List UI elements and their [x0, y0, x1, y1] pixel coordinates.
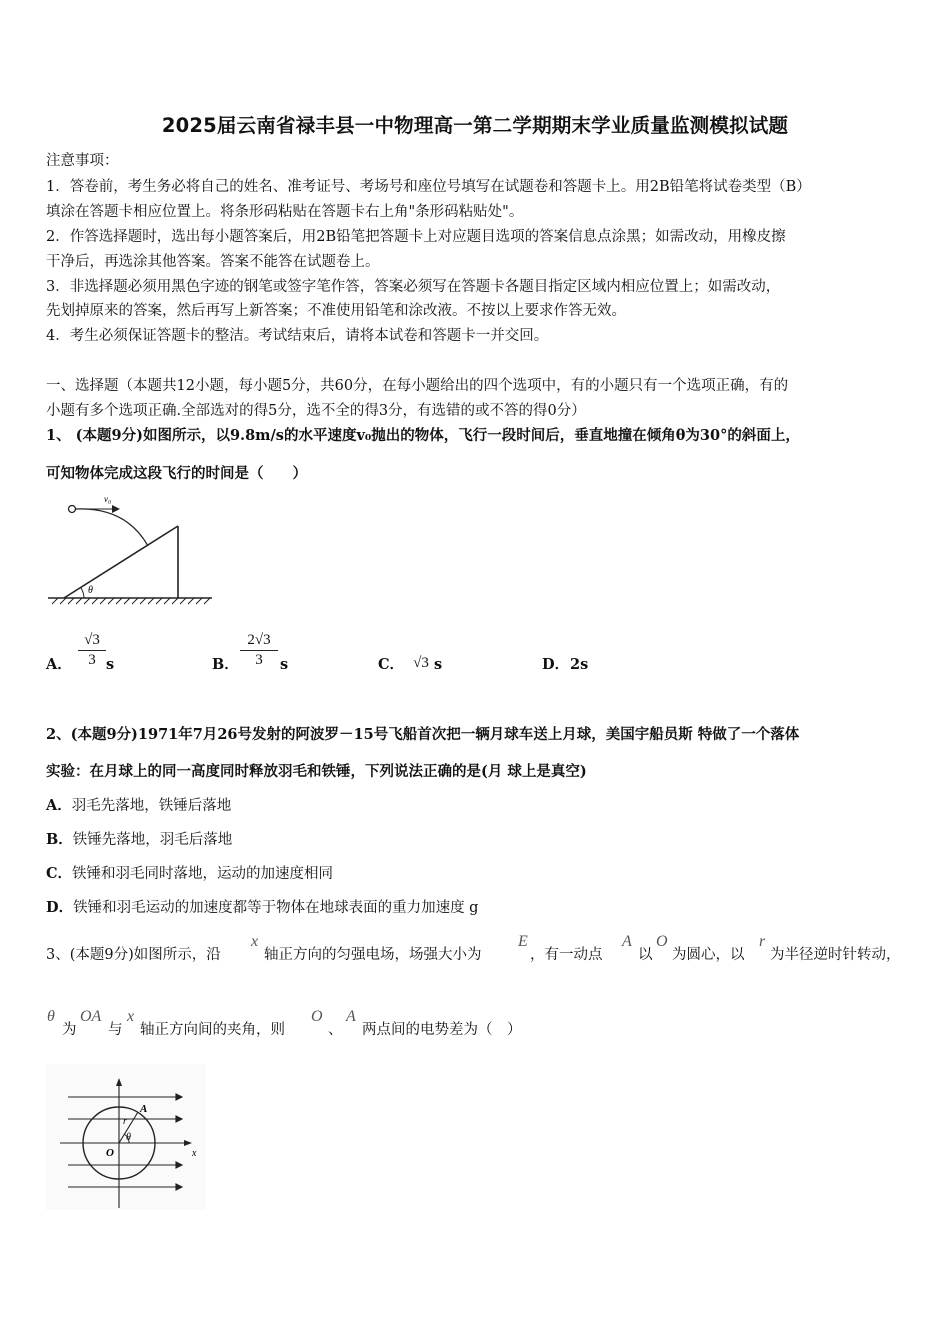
label-x: x [192, 1148, 197, 1159]
q3-part-10: 、 [328, 1022, 343, 1038]
notice-line-2: 填涂在答题卡相应位置上。将条形码粘贴在答题卡右上角"条形码粘贴处"。 [46, 204, 524, 220]
q3-part-6: 为半径逆时针转动， [770, 947, 901, 963]
q3-sym-r: r [759, 933, 766, 950]
q3-sym-a: A [622, 933, 632, 950]
q2-option-d-label: D． [46, 899, 74, 916]
fraction-bar [78, 650, 106, 651]
q3-sym-x-2: x [127, 1008, 135, 1025]
q3-sym-o: O [656, 933, 668, 950]
fraction-bar [240, 650, 278, 651]
velocity-arrow [112, 505, 120, 513]
q2-option-c [46, 865, 916, 883]
q3-sym-theta: θ [47, 1008, 55, 1025]
q3-sym-x: x [251, 933, 259, 950]
trajectory-curve [76, 509, 148, 546]
q2-option-c-text: 铁锤和羽毛同时落地，运动的加速度相同 [72, 866, 334, 882]
page-title: 2025届云南省禄丰县一中物理高一第二学期期末学业质量监测模拟试题 [161, 114, 789, 137]
q3-sym-e: E [518, 933, 528, 950]
q3-sym-o-2: O [311, 1008, 323, 1025]
label-o: O [106, 1147, 114, 1159]
q3-part-2: 轴正方向的匀强电场，场强大小为 [264, 947, 482, 963]
q2-option-c-label: C． [46, 865, 73, 882]
ground-hatch [48, 598, 212, 604]
q1-option-b-den: 3 [255, 652, 263, 668]
notice-line-1: 1．答卷前，考生务必将自己的姓名、准考证号、考场号和座位号填写在试题卷和答题卡上。用2B铅笔将试卷类型（B） [46, 179, 811, 195]
q1-option-a-den: 3 [88, 652, 96, 668]
notice-heading: 注意事项： [46, 153, 119, 169]
q3-sym-a-2: A [346, 1008, 356, 1025]
q1-option-b-unit: s [280, 656, 289, 673]
projectile-ball [69, 506, 76, 513]
section1-line-2: 小题有多个选项正确.全部选对的得5分，选不全的得3分，有选错的或不答的得0分） [46, 403, 586, 419]
q1-line-2: 可知物体完成这段飞行的时间是（ ） [46, 465, 307, 482]
q1-option-a-num: √3 [84, 632, 100, 648]
theta-label: θ [88, 585, 93, 596]
label-a: A [140, 1103, 148, 1115]
q3-part-1: 3、(本题9分)如图所示，沿 [46, 947, 221, 963]
q1-option-c-value: √3 [413, 655, 429, 671]
q3-part-7: 为 [62, 1022, 77, 1038]
q3-part-11: 两点间的电势差为（ ） [362, 1022, 522, 1038]
q2-option-b-label: B． [46, 831, 73, 848]
q1-option-d-label: D． [542, 656, 570, 673]
section1-line-1: 一、选择题（本题共12小题，每小题5分，共60分，在每小题给出的四个选项中，有的小题只有一个选项正确，有的 [46, 378, 789, 394]
q1-option-c-label: C． [378, 656, 405, 673]
q1-line-1: 1、 (本题9分)如图所示，以9.8m/s的水平速度v₀抛出的物体，飞行一段时间后，垂直地撞在倾角θ为30°的斜面上， [46, 427, 800, 444]
q3-part-9: 轴正方向间的夹角，则 [140, 1022, 285, 1038]
q2-option-a [46, 797, 916, 815]
q2-option-b [46, 831, 916, 849]
q1-option-b-label: B． [212, 656, 239, 673]
incline-triangle [64, 526, 178, 598]
q1-option-a-label: A． [46, 656, 72, 673]
q2-line-1: 2、(本题9分)1971年7月26号发射的阿波罗－15号飞船首次把一辆月球车送上月球，美国宇船员斯 特做了一个落体 [46, 726, 800, 743]
q3-part-3: ，有一动点 [530, 947, 603, 963]
q1-option-d-value: 2s [570, 656, 589, 673]
q3-part-8: 与 [108, 1022, 123, 1038]
q1-option-c-unit: s [434, 656, 443, 673]
q2-option-a-text: 羽毛先落地，铁锤后落地 [71, 798, 232, 814]
q1-option-b-num: 2√3 [247, 632, 271, 648]
q3-part-5: 为圆心，以 [672, 947, 745, 963]
q2-option-b-text: 铁锤先落地，羽毛后落地 [72, 832, 233, 848]
q3-field-figure [46, 1064, 206, 1210]
notice-line-5: 3．非选择题必须用黑色字迹的钢笔或签字笔作答，答案必须写在答题卡各题目指定区域内相应位置上；如需改动， [46, 279, 781, 295]
q2-option-a-label: A． [46, 797, 72, 814]
q1-option-a-fraction [78, 632, 106, 669]
notice-line-3: 2．作答选择题时，选出每小题答案后，用2B铅笔把答题卡上对应题目选项的答案信息点涂黑；如需改动，用橡皮擦 [46, 229, 786, 245]
q2-line-2: 实验：在月球上的同一高度同时释放羽毛和铁锤，下列说法正确的是(月 球上是真空) [46, 763, 587, 780]
notice-line-6: 先划掉原来的答案，然后再写上新答案；不准使用铅笔和涂改液。不按以上要求作答无效。 [46, 303, 626, 319]
q1-incline-figure [46, 492, 216, 608]
notice-line-4: 干净后，再选涂其他答案。答案不能答在试题卷上。 [46, 254, 380, 270]
notice-line-7: 4．考生必须保证答题卡的整洁。考试结束后，请将本试卷和答题卡一并交回。 [46, 328, 549, 344]
q1-option-a-unit: s [106, 656, 115, 673]
angle-arc [81, 588, 84, 598]
q3-part-4: 以 [638, 947, 653, 963]
q2-option-d [46, 899, 916, 917]
label-r: r [123, 1116, 127, 1127]
label-theta: θ [126, 1132, 131, 1143]
q1-option-b-fraction [240, 632, 278, 669]
v0-label: v₀ [104, 494, 112, 504]
q2-option-d-text: 铁锤和羽毛运动的加速度都等于物体在地球表面的重力加速度 g [73, 900, 479, 916]
q3-sym-oa: OA [80, 1008, 102, 1025]
